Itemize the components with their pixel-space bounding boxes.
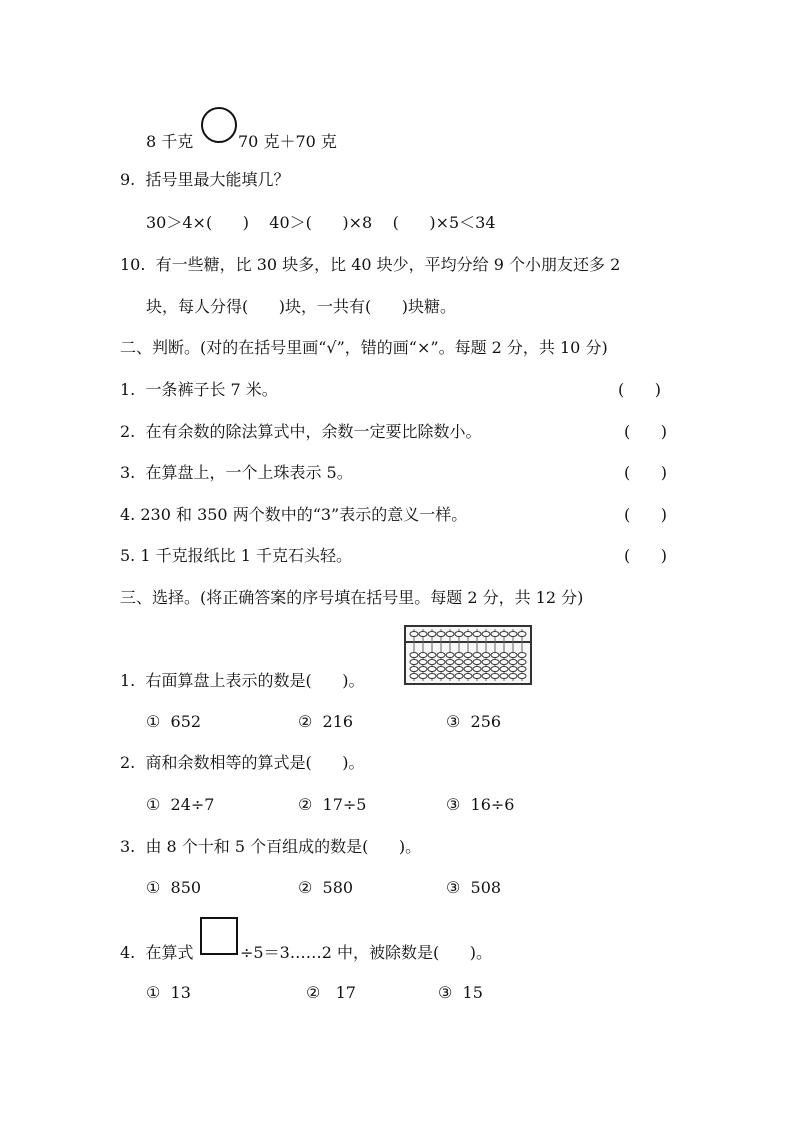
abacus-lower-bead <box>410 674 418 679</box>
dividend-box[interactable] <box>200 917 238 955</box>
q10-line1: 10. 有一些糖，比 30 块多，比 40 块少，平均分给 9 个小朋友还多 2 <box>120 255 621 274</box>
q10-line2: 块，每人分得( )块，一共有( )块糖。 <box>146 297 457 316</box>
abacus-lower-bead <box>437 674 445 679</box>
abacus-lower-bead <box>455 667 463 672</box>
abacus-lower-bead <box>464 674 472 679</box>
abacus-lower-bead <box>446 660 454 665</box>
abacus-lower-bead <box>455 660 463 665</box>
choice-q4-option-1[interactable]: ① 13 <box>146 983 191 1002</box>
abacus-lower-bead <box>482 653 490 658</box>
abacus-lower-bead <box>500 660 508 665</box>
choice-q1-option-3[interactable]: ③ 256 <box>446 712 502 731</box>
q9-items: 30＞4×( ) 40＞( )×8 ( )×5＜34 <box>146 213 496 232</box>
judge-item-4: 4. 230 和 350 两个数中的“3”表示的意义一样。 <box>120 505 468 524</box>
abacus-lower-bead <box>518 667 526 672</box>
abacus-lower-bead <box>473 667 481 672</box>
abacus-lower-bead <box>428 674 436 679</box>
choice-q3: 3. 由 8 个十和 5 个百组成的数是( )。 <box>120 837 422 856</box>
judge-answer-4[interactable]: ( ) <box>624 505 667 524</box>
abacus-upper-bead <box>473 632 481 637</box>
abacus-lower-bead <box>473 653 481 658</box>
abacus-lower-bead <box>437 660 445 665</box>
q8-left: 8 千克 <box>146 132 194 151</box>
abacus-lower-bead <box>437 653 445 658</box>
abacus-lower-bead <box>473 660 481 665</box>
judge-answer-2[interactable]: ( ) <box>624 422 667 441</box>
abacus-lower-bead <box>509 667 517 672</box>
abacus-upper-bead <box>509 632 517 637</box>
abacus-upper-bead <box>419 632 427 637</box>
abacus-lower-bead <box>419 667 427 672</box>
choice-q1-option-2[interactable]: ② 216 <box>298 712 354 731</box>
choice-q1-option-1[interactable]: ① 652 <box>146 712 202 731</box>
abacus-lower-bead <box>464 660 472 665</box>
judge-answer-5[interactable]: ( ) <box>624 546 667 565</box>
choice-q2-option-1[interactable]: ① 24÷7 <box>146 795 215 814</box>
abacus-upper-bead <box>455 632 463 637</box>
choice-q4-option-3[interactable]: ③ 15 <box>438 983 483 1002</box>
abacus-lower-bead <box>518 653 526 658</box>
abacus-lower-bead <box>428 653 436 658</box>
abacus-lower-bead <box>419 660 427 665</box>
section2-title: 二、判断。(对的在括号里画“√”，错的画“×”。每题 2 分，共 10 分) <box>120 338 608 357</box>
section3-title: 三、选择。(将正确答案的序号填在括号里。每题 2 分，共 12 分) <box>120 588 584 607</box>
choice-q2: 2. 商和余数相等的算式是( )。 <box>120 753 365 772</box>
abacus-upper-bead <box>446 632 454 637</box>
judge-item-5: 5. 1 千克报纸比 1 千克石头轻。 <box>120 546 352 565</box>
abacus-lower-bead <box>491 653 499 658</box>
abacus-upper-bead <box>428 632 436 637</box>
abacus-lower-bead <box>410 667 418 672</box>
choice-q4-option-2[interactable]: ② 17 <box>306 983 356 1002</box>
q8-right: 70 克＋70 克 <box>238 132 337 151</box>
abacus-lower-bead <box>500 653 508 658</box>
abacus-lower-bead <box>419 674 427 679</box>
abacus-lower-bead <box>482 667 490 672</box>
abacus-lower-bead <box>509 653 517 658</box>
choice-q3-option-2[interactable]: ② 580 <box>298 878 354 897</box>
abacus-lower-bead <box>491 674 499 679</box>
choice-q4-after: ÷5＝3……2 中，被除数是( )。 <box>240 943 493 962</box>
abacus-lower-bead <box>509 674 517 679</box>
abacus-upper-bead <box>500 632 508 637</box>
abacus-upper-bead <box>464 632 472 637</box>
abacus-lower-bead <box>419 653 427 658</box>
abacus-lower-bead <box>446 667 454 672</box>
choice-q2-option-2[interactable]: ② 17÷5 <box>298 795 367 814</box>
abacus-lower-bead <box>437 667 445 672</box>
abacus-lower-bead <box>455 674 463 679</box>
abacus-lower-bead <box>491 660 499 665</box>
abacus-lower-bead <box>509 660 517 665</box>
q9-title: 9. 括号里最大能填几？ <box>120 170 290 189</box>
abacus-lower-bead <box>464 653 472 658</box>
abacus-upper-bead <box>437 632 445 637</box>
choice-q4-before: 4. 在算式 <box>120 943 194 962</box>
abacus-lower-bead <box>500 667 508 672</box>
judge-answer-1[interactable]: ( ) <box>618 380 661 399</box>
abacus-drawing <box>406 627 530 683</box>
abacus-lower-bead <box>464 667 472 672</box>
abacus-upper-bead <box>410 632 418 637</box>
choice-q3-option-1[interactable]: ① 850 <box>146 878 202 897</box>
abacus-lower-bead <box>518 674 526 679</box>
choice-q3-option-3[interactable]: ③ 508 <box>446 878 502 897</box>
abacus-lower-bead <box>482 660 490 665</box>
abacus-lower-bead <box>410 660 418 665</box>
judge-item-1: 1. 一条裤子长 7 米。 <box>120 380 278 399</box>
abacus-lower-bead <box>428 667 436 672</box>
abacus-lower-bead <box>491 667 499 672</box>
judge-item-3: 3. 在算盘上，一个上珠表示 5。 <box>120 463 353 482</box>
compare-circle[interactable] <box>201 107 237 143</box>
choice-q1: 1. 右面算盘上表示的数是( )。 <box>120 671 365 690</box>
abacus-upper-bead <box>518 632 526 637</box>
abacus-lower-bead <box>428 660 436 665</box>
abacus-image <box>404 625 532 685</box>
choice-q2-option-3[interactable]: ③ 16÷6 <box>446 795 515 814</box>
abacus-lower-bead <box>473 674 481 679</box>
abacus-lower-bead <box>446 653 454 658</box>
abacus-upper-bead <box>482 632 490 637</box>
abacus-upper-bead <box>491 632 499 637</box>
abacus-lower-bead <box>455 653 463 658</box>
abacus-lower-bead <box>482 674 490 679</box>
judge-item-2: 2. 在有余数的除法算式中，余数一定要比除数小。 <box>120 422 482 441</box>
abacus-lower-bead <box>518 660 526 665</box>
abacus-lower-bead <box>500 674 508 679</box>
judge-answer-3[interactable]: ( ) <box>624 463 667 482</box>
abacus-lower-bead <box>446 674 454 679</box>
abacus-lower-bead <box>410 653 418 658</box>
